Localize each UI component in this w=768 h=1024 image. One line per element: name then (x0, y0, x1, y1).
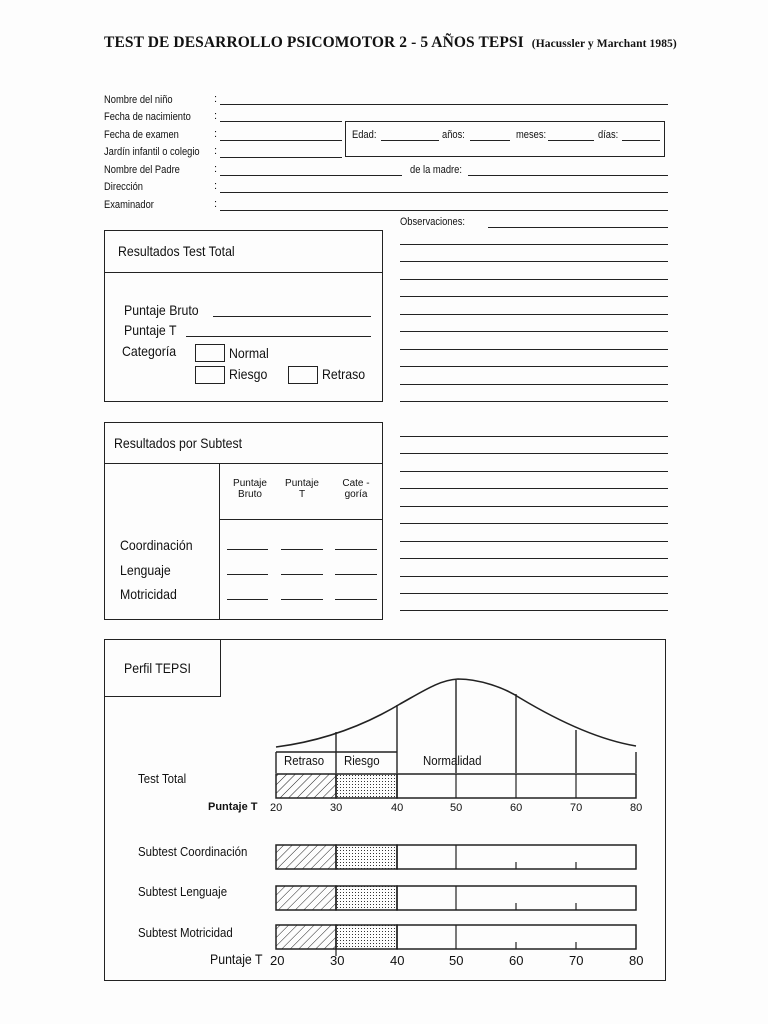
col-text: Puntaje (233, 478, 267, 489)
scale-tick-label: 80 (629, 953, 644, 968)
dias-label: días: (598, 129, 619, 141)
colon: : (214, 93, 218, 105)
zone-label-riesgo: Riesgo (344, 753, 380, 768)
perfil-row-motricidad: Subtest Motricidad (138, 925, 233, 940)
scale-tick-label: 60 (509, 953, 524, 968)
col-text: goría (344, 489, 368, 500)
colon: : (214, 163, 218, 175)
scale-tick-label: 70 (570, 802, 583, 814)
categoria-label: Categoría (122, 343, 177, 359)
colon: : (214, 180, 218, 192)
field-label-fecha-nacimiento: Fecha de nacimiento (104, 111, 191, 123)
subtest-row-label: Motricidad (120, 586, 177, 602)
riesgo-segment (336, 845, 397, 869)
motricidad-bar[interactable] (276, 925, 636, 956)
scale-tick-label: 50 (450, 802, 463, 814)
field-label-nombre-padre: Nombre del Padre (104, 164, 180, 176)
resultados-subtest-title: Resultados por Subtest (114, 435, 243, 451)
scale-tick-label: 30 (330, 802, 343, 814)
colon: : (214, 145, 218, 157)
perfil-row-lenguaje: Subtest Lenguaje (138, 884, 228, 899)
test-total-bar[interactable] (276, 774, 636, 798)
scale-tick-label: 30 (330, 953, 345, 968)
riesgo-segment (336, 925, 397, 949)
scale-tick-label: 20 (270, 953, 285, 968)
coordinacion-bar[interactable] (276, 845, 636, 869)
scale-tick-label: 60 (510, 802, 523, 814)
scale-tick-label: 80 (630, 802, 643, 814)
scale-tick-label: 70 (569, 953, 584, 968)
retraso-segment (276, 886, 336, 910)
riesgo-segment (336, 886, 397, 910)
retraso-segment (276, 925, 336, 949)
field-label-nombre-nino: Nombre del niño (104, 94, 173, 106)
col-text: Cate - (342, 478, 370, 489)
anos-label: años: (442, 129, 465, 141)
zone-label-normalidad: Normalidad (423, 753, 482, 768)
scale-tick-label: 50 (449, 953, 464, 968)
field-label-jardin: Jardín infantil o colegio (104, 146, 200, 158)
lenguaje-bar[interactable] (276, 886, 636, 910)
colon: : (214, 198, 218, 210)
riesgo-segment (336, 774, 397, 798)
puntaje-bruto-label: Puntaje Bruto (124, 302, 199, 318)
retraso-segment (276, 845, 336, 869)
retraso-segment (276, 774, 336, 798)
field-label-examinador: Examinador (104, 199, 154, 211)
zone-label-retraso: Retraso (284, 753, 325, 768)
colon: : (214, 128, 218, 140)
edad-label: Edad: (352, 129, 377, 141)
subtest-row-label: Coordinación (120, 537, 193, 553)
puntaje-t-scale-label: Puntaje T (210, 951, 263, 967)
subtest-row-label: Lenguaje (120, 562, 171, 578)
retraso-label: Retraso (322, 366, 366, 382)
observaciones-label: Observaciones: (400, 216, 465, 228)
field-label-direccion: Dirección (104, 181, 143, 193)
perfil-row-coordinacion: Subtest Coordinación (138, 844, 248, 859)
col-text: T (298, 489, 306, 500)
perfil-row-test-total: Test Total (138, 771, 187, 786)
scale-tick-label: 40 (391, 802, 404, 814)
meses-label: meses: (516, 129, 547, 141)
field-label-madre: de la madre: (410, 164, 462, 176)
scale-tick-label: 20 (270, 802, 283, 814)
scale-tick-label: 40 (390, 953, 405, 968)
perfil-title: Perfil TEPSI (124, 660, 191, 676)
puntaje-t-scale-label: Puntaje T (208, 801, 258, 813)
field-label-fecha-examen: Fecha de examen (104, 129, 179, 141)
col-text: Puntaje (285, 478, 319, 489)
col-text: Bruto (238, 489, 262, 500)
title-text: TEST DE DESARROLLO PSICOMOTOR 2 - 5 AÑOS TEPSI (104, 34, 524, 51)
normal-label: Normal (229, 345, 269, 361)
colon: : (214, 110, 218, 122)
puntaje-t-label: Puntaje T (124, 322, 177, 338)
resultados-total-title: Resultados Test Total (118, 243, 235, 259)
title-authors: (Hacussler y Marchant 1985) (531, 38, 677, 50)
riesgo-label: Riesgo (229, 366, 268, 382)
